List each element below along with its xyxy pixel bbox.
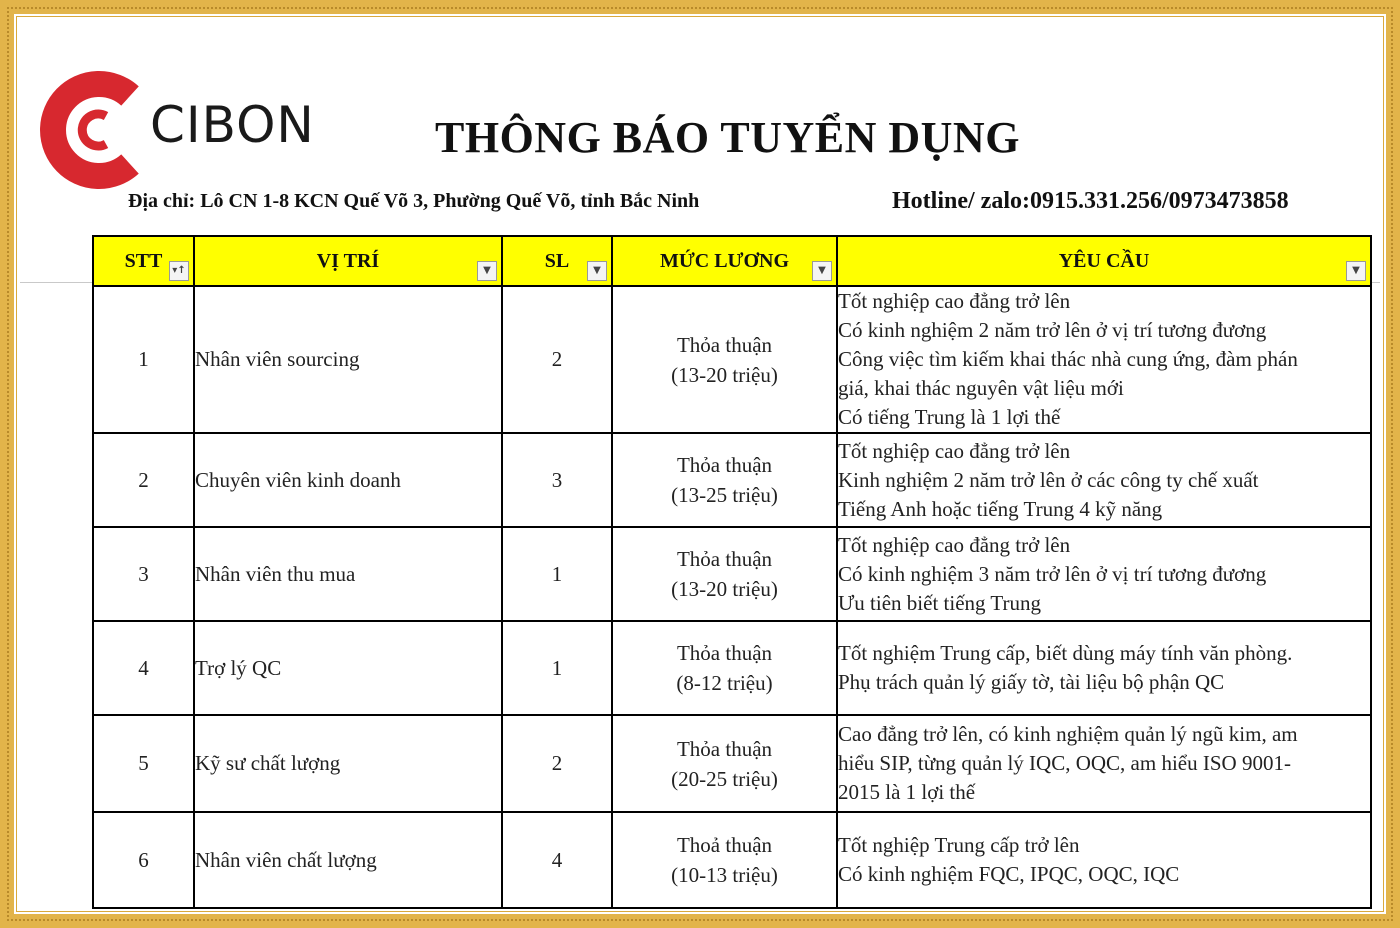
salary-line: Thỏa thuận [676, 736, 773, 761]
requirement-line: 2015 là 1 lợi thế [838, 780, 976, 804]
cell-qty: 2 [502, 715, 612, 812]
cell-salary [612, 527, 837, 621]
cell-position: Nhân viên chất lượng [194, 812, 502, 908]
cell-qty: 1 [502, 621, 612, 715]
cell-stt: 2 [93, 433, 194, 527]
cell-position: Chuyên viên kinh doanh [194, 433, 502, 527]
cell-salary [612, 812, 837, 908]
header-label: VỊ TRÍ [316, 250, 380, 272]
cell-requirements [837, 812, 1371, 908]
requirement-line: giá, khai thác nguyên vật liệu mới [838, 376, 1124, 400]
salary-line: (20-25 triệu) [671, 766, 778, 791]
requirement-line: Kinh nghiệm 2 năm trở lên ở các công ty chế xuất [838, 467, 1259, 492]
jobs-table [92, 235, 1372, 909]
salary-line: (8-12 triệu) [676, 671, 773, 695]
requirement-line: Tốt nghiệp cao đẳng trở lên [838, 438, 1071, 463]
salary-line: Thỏa thuận [676, 332, 773, 357]
requirement-line: Có kinh nghiệm 3 năm trở lên ở vị trí tương đương [838, 561, 1267, 586]
cell-stt: 6 [93, 812, 194, 908]
salary-line: Thỏa thuận [676, 547, 773, 571]
requirement-line: Tốt nghiệp cao đẳng trở lên [838, 532, 1071, 557]
cell-stt: 3 [93, 527, 194, 621]
cell-stt: 1 [93, 286, 194, 433]
requirement-line: Tốt nghiệp cao đẳng trở lên [838, 289, 1071, 313]
requirement-line: Tiếng Anh hoặc tiếng Trung 4 kỹ năng [838, 496, 1163, 521]
cell-requirements [837, 621, 1371, 715]
filter-dropdown-icon[interactable]: ▼ [477, 261, 497, 281]
header-requirements [837, 236, 1371, 286]
header-label: MỨC LƯƠNG [659, 250, 790, 272]
header-qty [502, 236, 612, 286]
salary-line: Thỏa thuận [676, 641, 773, 665]
cell-qty: 3 [502, 433, 612, 527]
cell-position: Nhân viên thu mua [194, 527, 502, 621]
cell-position: Trợ lý QC [194, 621, 502, 715]
hotline: Hotline/ zalo:0915.331.256/0973473858 [892, 188, 1289, 214]
company-address: Địa chỉ: Lô CN 1-8 KCN Quế Võ 3, Phường Quế Võ, tỉnh Bắc Ninh [128, 190, 700, 212]
requirement-line: hiểu SIP, từng quản lý IQC, OQC, am hiểu ISO 9001- [838, 751, 1291, 775]
cell-qty: 2 [502, 286, 612, 433]
cell-position: Nhân viên sourcing [194, 286, 502, 433]
cell-position: Kỹ sư chất lượng [194, 715, 502, 812]
requirement-line: Tốt nghiệm Trung cấp, biết dùng máy tính văn phòng. [838, 641, 1293, 665]
cell-requirements [837, 286, 1371, 433]
cell-salary [612, 715, 837, 812]
header-label: YÊU CẦU [1058, 250, 1150, 272]
filter-dropdown-icon[interactable]: ▼ [1346, 261, 1366, 281]
requirement-line: Công việc tìm kiếm khai thác nhà cung ứng, đàm phán [838, 347, 1298, 371]
table-row [93, 812, 1371, 908]
header-position [194, 236, 502, 286]
table-header-row [93, 236, 1371, 286]
requirement-line: Cao đẳng trở lên, có kinh nghiệm quản lý ngũ kim, am [838, 722, 1298, 746]
cell-qty: 4 [502, 812, 612, 908]
cell-qty: 1 [502, 527, 612, 621]
table-row [93, 433, 1371, 527]
requirement-line: Phụ trách quản lý giấy tờ, tài liệu bộ phận QC [838, 670, 1225, 694]
salary-line: Thỏa thuận [676, 453, 773, 477]
table-row [93, 527, 1371, 621]
table-row [93, 715, 1371, 812]
cell-requirements [837, 433, 1371, 527]
requirement-line: Tốt nghiệp Trung cấp trở lên [838, 833, 1080, 857]
cibon-logo-icon [38, 68, 148, 192]
header-salary [612, 236, 837, 286]
cell-salary [612, 286, 837, 433]
salary-line: Thoả thuận [676, 833, 773, 857]
filter-dropdown-icon[interactable]: ▼ [587, 261, 607, 281]
cell-requirements [837, 715, 1371, 812]
cell-requirements [837, 527, 1371, 621]
requirement-line: Có tiếng Trung là 1 lợi thế [838, 405, 1061, 429]
header-label: SL [544, 250, 570, 272]
cell-salary [612, 433, 837, 527]
salary-line: (13-25 triệu) [671, 483, 778, 507]
requirement-line: Có kinh nghiệm 2 năm trở lên ở vị trí tương đương [838, 318, 1267, 342]
header-label: STT [124, 250, 163, 272]
requirement-line: Có kinh nghiệm FQC, IPQC, OQC, IQC [838, 862, 1180, 886]
table-row [93, 286, 1371, 433]
requirement-line: Ưu tiên biết tiếng Trung [838, 590, 1041, 615]
brand-name: CIBON [150, 96, 315, 154]
salary-line: (10-13 triệu) [671, 863, 778, 887]
cell-stt: 5 [93, 715, 194, 812]
sort-filter-icon[interactable]: ▾↑ [169, 261, 189, 281]
header-stt [93, 236, 194, 286]
salary-line: (13-20 triệu) [671, 362, 778, 387]
filter-dropdown-icon[interactable]: ▼ [812, 261, 832, 281]
cell-stt: 4 [93, 621, 194, 715]
cell-salary [612, 621, 837, 715]
page-title: THÔNG BÁO TUYỂN DỤNG [435, 113, 1020, 162]
table-row [93, 621, 1371, 715]
salary-line: (13-20 triệu) [671, 577, 778, 601]
